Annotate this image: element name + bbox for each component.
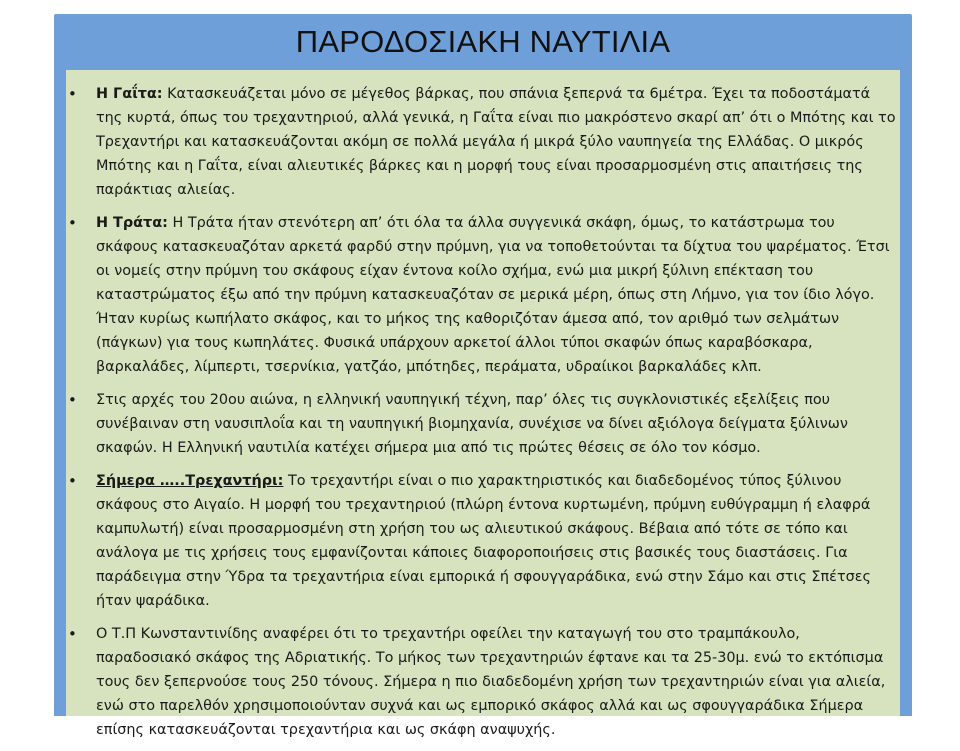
bullet-lead: Η Τράτα: bbox=[96, 215, 168, 231]
bullet-text: Ο Τ.Π Κωνσταντινίδης αναφέρει ότι το τρεχαντήρι οφείλει την καταγωγή του στο τραμπάκουλο, παραδοσιακό σκάφος της Αδριατικής. Το μήκος των τρεχαντηριών έφτανε και τα 25-30μ. ενώ το εκτόπισμα τους δεν ξεπερνούσε τους 250 τόνους. Σήμερα η πιο διαδεδομένη χρήση των τρεχαντηριών είναι για αλιεία, ενώ στο παρελθόν χρησιμοποιούνταν συχνά και ως εμπορικό σκάφος αλλά και ως σφουγγαράδικα Σήμερα επίσης κατασκευάζονται τρεχαντήρια και ως σκάφη αναψυχής. bbox=[96, 626, 886, 738]
bullet-text: Το τρεχαντήρι είναι ο πιο χαρακτηριστικός και διαδεδομένος τύπος ξύλινου σκάφους στο Αιγαίο. Η μορφή του τρεχαντηριού (πλώρη έντονα κυρτωμένη, πρύμνη ευθύγραμμη ή ελαφρά καμπυλωτή) είναι προσαρμοσμένη στη χρήση του ως αλιευτικού σκάφους. Βέβαια από τότε σε τόπο και ανάλογα με τις χρήσεις τους εμφανίζονται κάποιες διαφοροποιήσεις στις βασικές τους διαστάσεις. Για παράδειγμα στην Ύδρα τα τρεχαντήρια είναι εμπορικά ή σφουγγαράδικα, ενώ στην Σάμο και στις Σπέτσες ήταν ψαράδικα. bbox=[96, 473, 871, 609]
list-item bbox=[66, 388, 898, 460]
bullet-dot-icon: • bbox=[68, 85, 77, 103]
bullet-dot-icon: • bbox=[68, 391, 77, 409]
bullet-lead: Η Γαΐτα: bbox=[96, 86, 163, 102]
bullet-text: Η Τράτα ήταν στενότερη απ’ ότι όλα τα άλλα συγγενικά σκάφη, όμως, το κατάστρωμα του σκάφους κατασκευαζόταν αρκετά φαρδύ στην πρύμνη, για να τοποθετούνται τα δίχτυα του ψαρέματος. Έτσι οι νομείς στην πρύμνη του σκάφους είχαν έντονα κοίλο σχήμα, ενώ μια μικρή ξύλινη επέκταση του καταστρώματος έξω από την πρύμνη κατασκευαζόταν σε μερικά μέρη, όπως στη Λήμνο, για τον ίδιο λόγο. Ήταν κυρίως κωπήλατο σκάφος, και το μήκος της καθοριζόταν άμεσα από, τον αριθμό των σελμάτων (πάγκων) για τους κωπηλάτες. Φυσικά υπάρχουν αρκετοί άλλοι τύποι σκαφών όπως καραβόσκαρα, βαρκαλάδες, λίμπερτι, τσερνίκια, γατζάο, μπότηδες, περάματα, υδραίικοι βαρκαλάδες κλπ. bbox=[96, 215, 890, 375]
bullet-text: Στις αρχές του 20ου αιώνα, η ελληνική ναυπηγική τέχνη, παρ’ όλες τις συγκλονιστικές εξελίξεις που συνέβαιναν στη ναυσιπλοΐα και τη ναυπηγική βιομηχανία, συνέχισε να δίνει αξιόλογα δείγματα ξύλινων σκαφών. Η Ελληνική ναυτιλία κατέχει σήμερα μια από τις πρώτες θέσεις σε όλο τον κόσμο. bbox=[96, 392, 848, 456]
bullet-lead: Σήμερα …..Τρεχαντήρι: bbox=[96, 473, 284, 489]
bullet-list bbox=[66, 82, 898, 751]
bullet-dot-icon: • bbox=[68, 472, 77, 490]
page-title: ΠΑΡΟΔΟΣΙΑΚΗ ΝΑΥΤΙΛΙΑ bbox=[295, 24, 671, 59]
list-item bbox=[66, 622, 898, 742]
list-item bbox=[66, 211, 898, 379]
list-item bbox=[66, 469, 898, 613]
list-item bbox=[66, 82, 898, 202]
bullet-dot-icon: • bbox=[68, 214, 77, 232]
bullet-text: Κατασκευάζεται μόνο σε μέγεθος βάρκας, που σπάνια ξεπερνά τα 6μέτρα. Έχει τα ποδοστάματά της κυρτά, όπως του τρεχαντηριού, αλλά γενικά, η Γαΐτα είναι πιο μακρόστενο σκαρί απ’ ότι ο Μπότης και το Τρεχαντήρι και κατασκευάζονται ακόμη σε πολλά μεγάλα ή μικρά ξύλο ναυπηγεία της Ελλάδας. Ο μικρός Μπότης και η Γαΐτα, είναι αλιευτικές βάρκες και η μορφή τους είναι προσαρμοσμένη στις απαιτήσεις της παράκτιας αλιείας. bbox=[96, 86, 896, 198]
bullet-dot-icon: • bbox=[68, 625, 77, 643]
